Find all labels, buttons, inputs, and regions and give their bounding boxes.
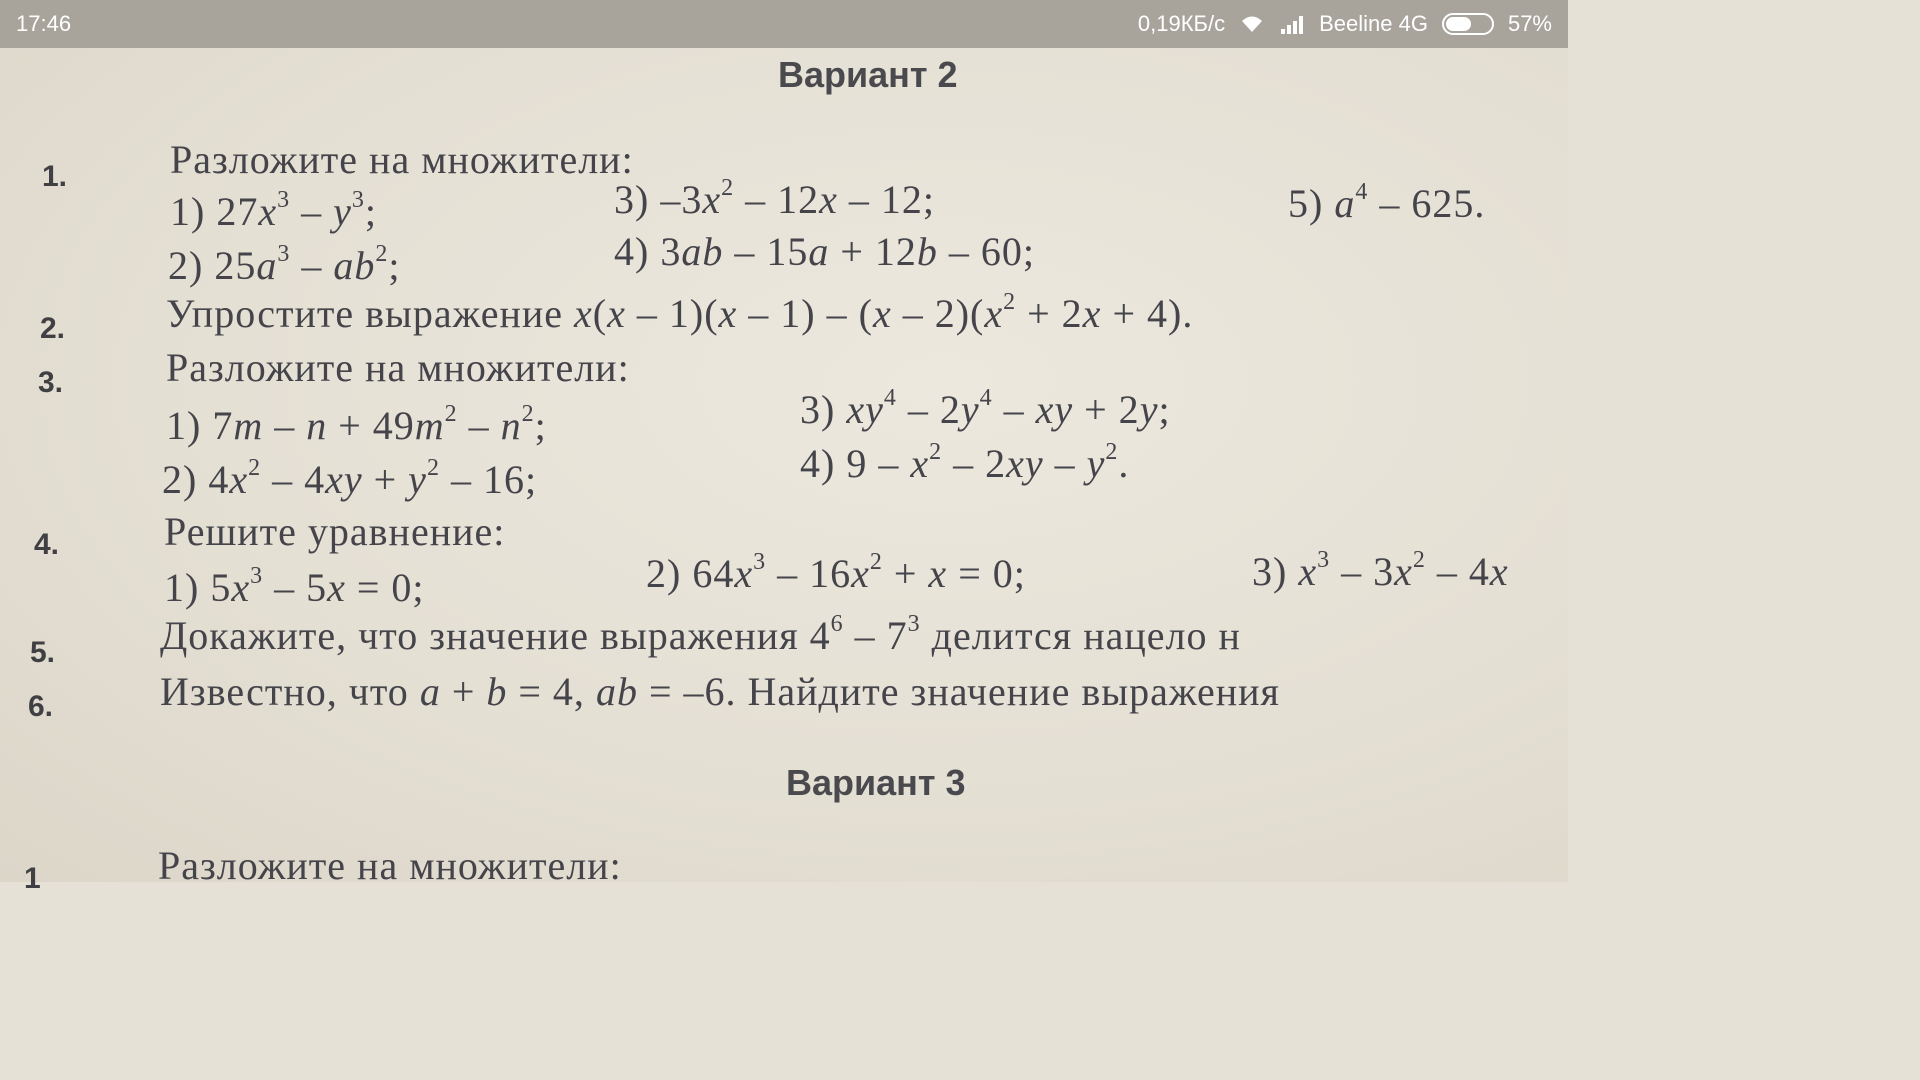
status-bar: [0, 0, 1568, 48]
task2-text: Упростите выражение $x(x - 1)(x - 1) - (x - 2)(x^2 + 2x + 4)$.: [166, 289, 1194, 336]
task3-prompt: Разложите на множители:: [166, 345, 630, 390]
task4-item3: 3) $x^3 - 3x^2 - 4x$: [1252, 547, 1509, 594]
battery-icon: [1442, 13, 1494, 35]
task4-number: 4.: [34, 528, 60, 561]
task5-number: 5.: [30, 636, 56, 669]
status-right: [1138, 11, 1552, 37]
task3-item4: 4) $9 - x^2 - 2xy - y^2$.: [800, 439, 1130, 486]
task1-item1: 1) $27x^3 - y^3$;: [170, 187, 377, 234]
wifi-icon: [1239, 14, 1265, 34]
battery-fill: [1446, 17, 1471, 31]
network-speed: 0,19КБ/с: [1137, 11, 1226, 36]
v3-task1-prompt: Разложите на множители:: [158, 843, 622, 888]
battery-percent: 57%: [1507, 11, 1552, 36]
task3-item1: 1) $7m - n + 49m^2 - n^2$;: [166, 401, 547, 448]
variant2-heading: Вариант 2: [778, 54, 958, 95]
task5-text: Докажите, что значение выражения $4^6 - 7^3$ делится нацело н: [160, 611, 1241, 658]
task4-item1: 1) $5x^3 - 5x = 0$;: [164, 563, 425, 610]
task1-item2: 2) $25a^3 - ab^2$;: [168, 241, 401, 288]
status-time: 17:46: [16, 11, 72, 36]
task3-item3: 3) $xy^4 - 2y^4$ – xy + 2y;: [800, 385, 1171, 432]
task4-item2: 2) $64x^3 - 16x^2 + x = 0$;: [646, 549, 1026, 596]
variant3-heading: Вариант 3: [786, 762, 966, 803]
task4-prompt: Решите уравнение:: [164, 509, 506, 554]
task1-item4: 4) 3ab – 15a + 12b – 60;: [614, 229, 1036, 274]
task1-item5: 5) $a^4 - 625$.: [1288, 179, 1486, 226]
task1-item3: 3) $-3x^2 - 12x - 12$;: [614, 175, 935, 222]
v3-task1-number: 1: [24, 862, 41, 895]
signal-icon: [1279, 14, 1305, 34]
task3-number: 3.: [38, 366, 64, 399]
carrier-name: Beeline 4G: [1319, 11, 1428, 36]
task1-prompt: Разложите на множители:: [170, 137, 634, 182]
task6-number: 6.: [28, 690, 54, 723]
task2-number: 2.: [40, 312, 66, 345]
task1-number: 1.: [42, 160, 68, 193]
task3-item2: 2) $4x^2 - 4xy + y^2 - 16$;: [162, 455, 538, 502]
task6-text: Известно, что a + b = 4, ab = –6. Найдите значение выражения: [160, 669, 1280, 714]
